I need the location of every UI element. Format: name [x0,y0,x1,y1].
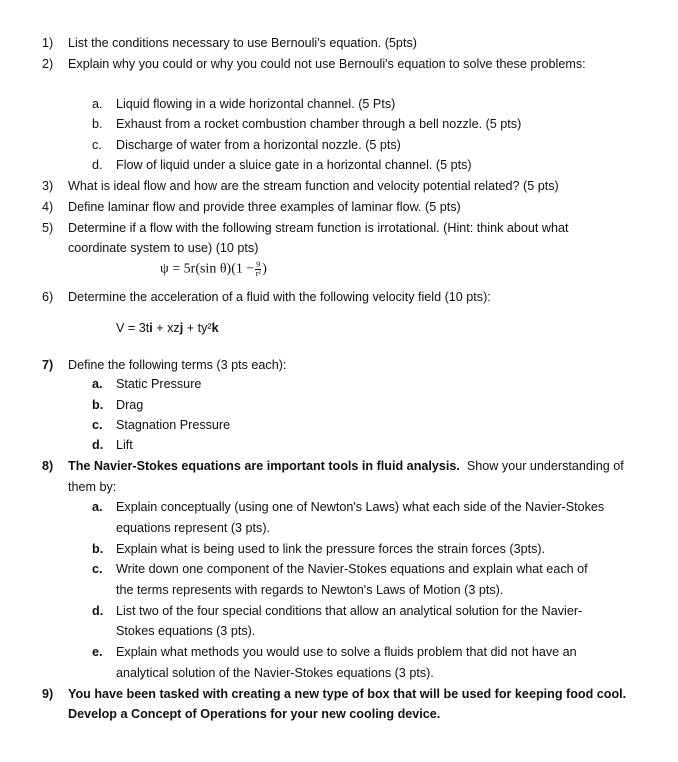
q7-item-b: Drag [116,398,144,412]
q8-text [68,458,624,474]
q2-item-b: Exhaust from a rocket combustion chamber through a bell nozzle. (5 pts) [116,117,522,131]
q8-item-d-line1: List two of the four special conditions that allow an analytical solution for the Navier- [116,604,583,618]
q8-item-c-line1: Write down one component of the Navier-Stokes equations and explain what each of [116,562,588,576]
q8-item-d-line2: Stokes equations (3 pts). [116,624,256,638]
q1-number: 1) [42,36,54,50]
unit-j: j [179,321,184,335]
q4-text: Define laminar flow and provide three examples of laminar flow. (5 pts) [68,200,461,214]
q2-text: Explain why you could or why you could not use Bernouli's equation to solve these problems: [68,57,586,71]
q8-item-b-line1: Explain what is being used to link the pressure forces the strain forces (3pts). [116,542,546,556]
fraction-denominator: r² [255,269,261,278]
fraction [255,261,261,278]
q8-letter-c: c. [92,562,103,576]
q8-item-a-line1: Explain conceptually (using one of Newton's Laws) what each side of the Navier-Stokes [116,500,605,514]
q8-text-line2: them by: [68,480,117,494]
q8-item-e-line1: Explain what methods you would use to solve a fluids problem that did not have an [116,645,577,659]
q9-number: 9) [42,687,54,701]
q5-text-line1: Determine if a flow with the following stream function is irrotational. (Hint: think about what [68,221,569,235]
q7-letter-c: c. [92,418,103,432]
v-part: V = 3t [116,321,150,335]
q8-item-a-line2: equations represent (3 pts). [116,521,271,535]
q1-text: List the conditions necessary to use Bernouli's equation. (5pts) [68,36,417,50]
q7-item-d: Lift [116,438,133,452]
q2-letter-c: c. [92,138,102,152]
q5-text-line2: coordinate system to use) (10 pts) [68,241,259,255]
q7-letter-a: a. [92,377,103,391]
q2-letter-b: b. [92,117,103,131]
q6-number: 6) [42,290,54,304]
q5-number: 5) [42,221,54,235]
q2-item-a: Liquid flowing in a wide horizontal channel. (5 Pts) [116,97,396,111]
stream-function-formula [160,261,267,278]
formula-lhs: ψ = 5r(sin θ)(1 − [160,261,255,277]
v-part: + xz [152,321,180,335]
q8-bold: The Navier-Stokes equations are important tools in fluid analysis. [68,459,460,473]
q7-text: Define the following terms (3 pts each): [68,358,287,372]
q9-text-line2: Develop a Concept of Operations for your new cooling device. [68,707,441,721]
q8-letter-d: d. [92,604,104,618]
v-part: + ty² [183,321,212,335]
q2-item-c: Discharge of water from a horizontal nozzle. (5 pts) [116,138,401,152]
unit-i: i [149,321,153,335]
q7-item-c: Stagnation Pressure [116,418,231,432]
q8-number: 8) [42,459,54,473]
fraction-numerator: 9 [256,260,261,269]
q8-letter-b: b. [92,542,104,556]
q7-letter-b: b. [92,398,104,412]
q2-item-d: Flow of liquid under a sluice gate in a horizontal channel. (5 pts) [116,158,472,172]
q8-letter-a: a. [92,500,103,514]
q7-number: 7) [42,358,54,372]
q8-item-c-line2: the terms represents with regards to Newton's Laws of Motion (3 pts). [116,583,504,597]
q4-number: 4) [42,200,54,214]
formula-rhs: ) [262,261,267,277]
q8-item-e-line2: analytical solution of the Navier-Stokes equations (3 pts). [116,666,434,680]
q8-rest: Show your understanding of [459,459,624,473]
q3-text: What is ideal flow and how are the stream function and velocity potential related? (5 pts) [68,179,559,193]
unit-k: k [211,321,219,335]
q8-letter-e: e. [92,645,103,659]
q6-text: Determine the acceleration of a fluid with the following velocity field (10 pts): [68,290,491,304]
velocity-field [116,320,219,336]
q2-letter-d: d. [92,158,103,172]
q7-letter-d: d. [92,438,104,452]
q2-number: 2) [42,57,54,71]
q2-letter-a: a. [92,97,103,111]
q7-item-a: Static Pressure [116,377,202,391]
q9-text-line1: You have been tasked with creating a new type of box that will be used for keeping food cool. [68,687,627,701]
q3-number: 3) [42,179,54,193]
